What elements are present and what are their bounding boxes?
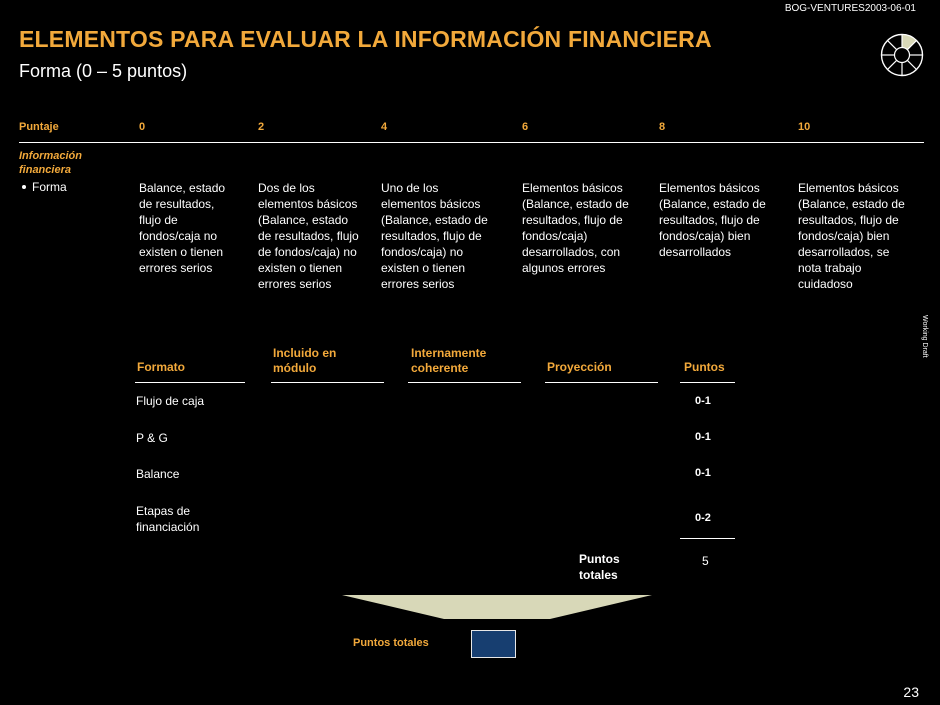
progress-wheel-icon	[880, 33, 924, 77]
points-flujo-de-caja: 0-1	[695, 395, 711, 407]
header-rule-coherente	[408, 382, 521, 383]
row-p-y-g: P & G	[136, 431, 168, 445]
section-label: Información financiera	[19, 150, 82, 176]
description-score-6: Elementos básicos (Balance, estado de resultados, flujo de fondos/caja) desarrollados, con algunos errores	[522, 181, 629, 275]
document-id: BOG-VENTURES2003-06-01	[784, 3, 916, 14]
summary-label: Puntos totales	[353, 637, 429, 649]
header-rule-formato	[135, 382, 245, 383]
row-flujo-de-caja: Flujo de caja	[136, 394, 205, 408]
row-label-forma	[19, 180, 67, 194]
total-points-box[interactable]	[471, 630, 516, 658]
column-header-incluido: Incluido en módulo	[273, 346, 337, 375]
total-rule	[680, 538, 735, 539]
points-p-y-g: 0-1	[695, 431, 711, 443]
funnel-arrow-icon	[342, 594, 652, 620]
score-header-rule	[19, 142, 924, 143]
working-draft-label: Working Draft	[921, 315, 928, 358]
score-10: 10	[798, 121, 811, 133]
total-value: 5	[702, 554, 709, 568]
column-header-coherente: Internamente coherente	[411, 346, 487, 375]
row-balance: Balance	[136, 467, 180, 481]
row-label-text: Forma	[32, 180, 67, 194]
column-header-puntos: Puntos	[684, 360, 725, 374]
header-rule-puntos	[680, 382, 735, 383]
column-header-proyeccion: Proyección	[547, 360, 612, 374]
header-rule-proyeccion	[545, 382, 658, 383]
score-2: 2	[258, 121, 265, 133]
page-title: ELEMENTOS PARA EVALUAR LA INFORMACIÓN FINANCIERA	[19, 26, 712, 52]
header-rule-incluido	[271, 382, 384, 383]
score-8: 8	[659, 121, 666, 133]
points-etapas-de-financiacion: 0-2	[695, 512, 711, 524]
row-etapas-de-financiacion: Etapas de financiación	[136, 504, 200, 534]
points-balance: 0-1	[695, 467, 711, 479]
description-score-2: Dos de los elementos básicos (Balance, estado de resultados, flujo de fondos/caja) no existen o tienen errores serios	[258, 181, 359, 291]
description-score-8: Elementos básicos (Balance, estado de resultados, flujo de fondos/caja) bien desarrollados	[659, 181, 766, 259]
page-subtitle: Forma (0 – 5 puntos)	[19, 61, 188, 81]
total-label: Puntos totales	[579, 552, 620, 582]
description-score-0: Balance, estado de resultados, flujo de fondos/caja no existen o tienen errores serios	[139, 181, 226, 275]
column-header-formato: Formato	[137, 360, 185, 374]
bullet-icon	[22, 185, 26, 189]
score-header-label: Puntaje	[19, 121, 59, 133]
description-score-4: Uno de los elementos básicos (Balance, estado de resultados, flujo de fondos/caja) no existen o tienen errores serios	[381, 181, 488, 291]
score-6: 6	[522, 121, 529, 133]
page-number: 23	[903, 684, 919, 700]
score-0: 0	[139, 121, 146, 133]
score-4: 4	[381, 121, 388, 133]
description-score-10: Elementos básicos (Balance, estado de resultados, flujo de fondos/caja) bien desarrollados, se nota trabajo cuidadoso	[798, 181, 905, 291]
